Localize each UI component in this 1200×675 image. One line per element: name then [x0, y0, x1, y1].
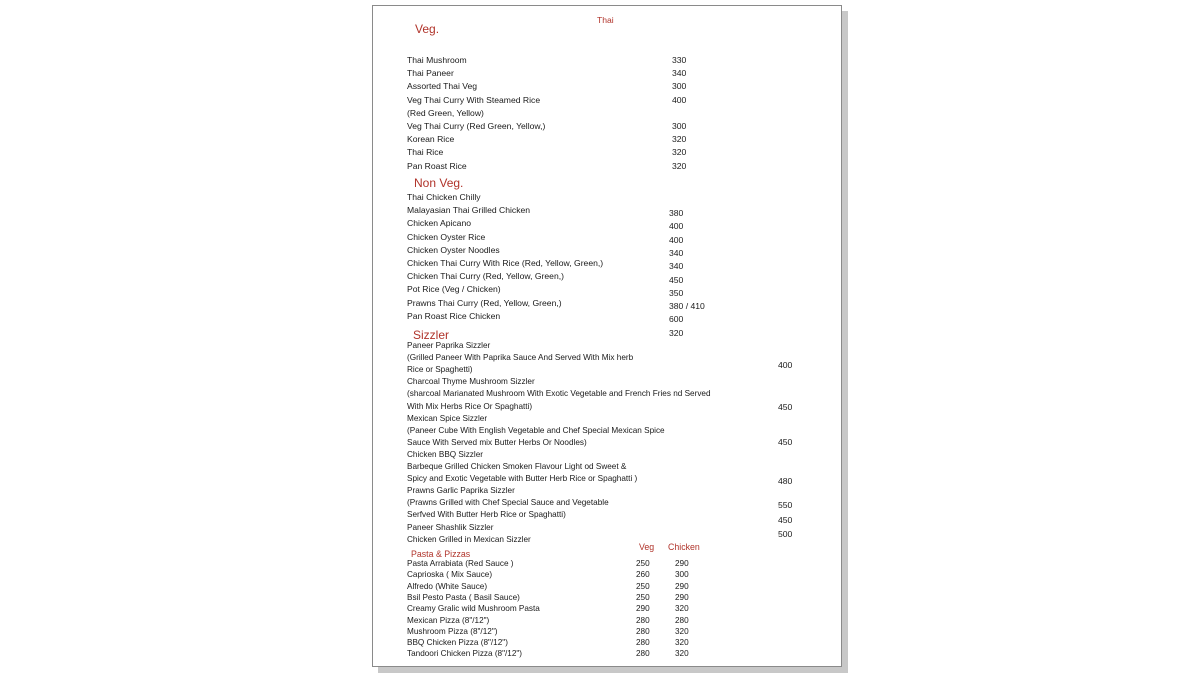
pasta-item-chicken-price: 290 [675, 592, 689, 602]
sizzler-price: 400 [778, 360, 793, 370]
nonveg-item-price: 380 / 410 [669, 301, 705, 312]
nonveg-item-price: 350 [669, 287, 684, 298]
veg-item-price: 320 [672, 147, 687, 158]
sizzler-line: Sauce With Served mix Butter Herbs Or Noodles) [407, 437, 587, 447]
sizzler-price: 450 [778, 402, 793, 412]
pasta-item-veg-price: 290 [636, 604, 650, 614]
pasta-col-veg: Veg [639, 542, 655, 552]
pasta-item-veg-price: 250 [636, 559, 650, 568]
veg-item-name: Korean Rice [407, 134, 455, 145]
nonveg-heading: Non Veg. [414, 176, 464, 190]
sizzler-line: Mexican Spice Sizzler [407, 413, 488, 423]
sizzler-line: (sharcoal Marianated Mushroom With Exotic Vegetable and French Fries nd Served [407, 389, 711, 399]
sizzler-line: Serfved With Butter Herb Rice or Spaghatti) [407, 510, 566, 520]
nonveg-item-name: Chicken Oyster Noodles [407, 244, 500, 255]
nonveg-item-name: Pot Rice (Veg / Chicken) [407, 284, 501, 295]
pasta-col-chicken: Chicken [668, 542, 700, 552]
nonveg-item-name: Thai Chicken Chilly [407, 192, 481, 202]
pasta-item-name: Creamy Gralic wild Mushroom Pasta [407, 604, 540, 614]
pasta-item-name: Mushroom Pizza (8"/12") [407, 626, 498, 636]
pasta-item-veg-price: 280 [636, 638, 650, 648]
sizzler-price: 480 [778, 476, 793, 486]
veg-heading: Veg. [415, 22, 440, 36]
sizzler-line: Charcoal Thyme Mushroom Sizzler [407, 377, 535, 387]
veg-item-price: 340 [672, 68, 687, 79]
pasta-item-chicken-price: 280 [675, 615, 689, 625]
veg-item-price: 400 [672, 94, 687, 105]
veg-item-price: 320 [672, 134, 687, 145]
nonveg-item-price: 340 [669, 247, 684, 258]
sizzler-line: Prawns Garlic Paprika Sizzler [407, 486, 515, 496]
nonveg-item-name: Pan Roast Rice Chicken [407, 310, 501, 321]
pasta-item-name: Mexican Pizza (8"/12") [407, 615, 490, 625]
pasta-item-chicken-price: 320 [675, 604, 689, 614]
veg-item-name: Thai Mushroom [407, 55, 467, 65]
nonveg-item-price: 320 [669, 327, 684, 338]
nonveg-item-name: Prawns Thai Curry (Red, Yellow, Green,) [407, 297, 562, 308]
veg-item-price: 300 [672, 81, 687, 92]
page-title: Thai [597, 15, 614, 25]
pasta-item-name: BBQ Chicken Pizza (8"/12") [407, 638, 508, 648]
pasta-item-veg-price: 250 [636, 581, 650, 591]
nonveg-item-name: Malayasian Thai Grilled Chicken [407, 205, 531, 216]
veg-item-name: Thai Rice [407, 147, 444, 158]
nonveg-item-price: 340 [669, 261, 684, 272]
veg-item-name: Veg Thai Curry With Steamed Rice [407, 94, 541, 105]
nonveg-item-name: Chicken Oyster Rice [407, 231, 486, 242]
veg-item-price: 320 [672, 160, 687, 171]
sizzler-price: 500 [778, 529, 793, 539]
sizzler-price: 450 [778, 437, 793, 447]
pasta-item-name: Bsil Pesto Pasta ( Basil Sauce) [407, 592, 520, 602]
pasta-item-name: Alfredo (White Sauce) [407, 581, 488, 591]
sizzler-line: Chicken BBQ Sizzler [407, 449, 483, 459]
pasta-item-chicken-price: 320 [675, 626, 689, 636]
veg-item-price: 330 [672, 55, 687, 65]
sizzler-line: Paneer Shashlik Sizzler [407, 522, 494, 532]
sizzler-line: Spicy and Exotic Vegetable with Butter Herb Rice or Spaghatti ) [407, 474, 638, 484]
pasta-item-veg-price: 280 [636, 615, 650, 625]
sizzler-line: Chicken Grilled in Mexican Sizzler [407, 534, 531, 544]
sizzler-line: Rice or Spaghetti) [407, 365, 473, 375]
pasta-item-name: Tandoori Chicken Pizza (8"/12") [407, 649, 523, 659]
pasta-heading: Pasta & Pizzas [411, 549, 471, 559]
pasta-item-veg-price: 260 [636, 570, 650, 580]
pasta-item-chicken-price: 300 [675, 570, 689, 580]
sizzler-line: Paneer Paprika Sizzler [407, 341, 491, 350]
nonveg-item-name: Chicken Thai Curry (Red, Yellow, Green,) [407, 271, 564, 282]
pasta-item-veg-price: 280 [636, 626, 650, 636]
veg-item-name: Thai Paneer [407, 68, 454, 79]
sizzler-heading: Sizzler [413, 328, 450, 342]
pasta-item-name: Pasta Arrabiata (Red Sauce ) [407, 559, 514, 568]
pasta-item-chicken-price: 290 [675, 581, 689, 591]
nonveg-item-price: 600 [669, 314, 684, 325]
nonveg-item-price: 380 [669, 208, 684, 218]
pasta-item-chicken-price: 290 [675, 559, 689, 568]
pasta-item-chicken-price: 320 [675, 638, 689, 648]
sizzler-price: 450 [778, 515, 793, 525]
sizzler-line: Barbeque Grilled Chicken Smoken Flavour Light od Sweet & [407, 462, 627, 471]
nonveg-item-price: 450 [669, 274, 684, 285]
pasta-item-veg-price: 250 [636, 592, 650, 602]
sizzler-line: With Mix Herbs Rice Or Spaghatti) [407, 401, 533, 411]
pasta-item-veg-price: 280 [636, 649, 650, 659]
veg-item-name: Pan Roast Rice [407, 160, 467, 171]
veg-item-name: Assorted Thai Veg [407, 81, 478, 92]
veg-item-price: 300 [672, 121, 687, 131]
sizzler-line: (Grilled Paneer With Paprika Sauce And Served With Mix herb [407, 353, 634, 363]
nonveg-item-price: 400 [669, 221, 684, 232]
nonveg-item-price: 400 [669, 234, 684, 245]
sizzler-line: (Paneer Cube With English Vegetable and Chef Special Mexican Spice [407, 425, 665, 435]
sizzler-price: 550 [778, 500, 793, 510]
menu-page [372, 5, 842, 667]
nonveg-item-name: Chicken Thai Curry With Rice (Red, Yellow, Green,) [407, 258, 604, 268]
veg-item-name: (Red Green, Yellow) [407, 107, 484, 118]
pasta-item-name: Caprioska ( Mix Sauce) [407, 570, 493, 580]
pasta-item-chicken-price: 320 [675, 649, 689, 659]
sizzler-line: (Prawns Grilled with Chef Special Sauce and Vegetable [407, 498, 609, 508]
veg-item-name: Veg Thai Curry (Red Green, Yellow,) [407, 121, 546, 131]
nonveg-item-name: Chicken Apicano [407, 218, 472, 229]
